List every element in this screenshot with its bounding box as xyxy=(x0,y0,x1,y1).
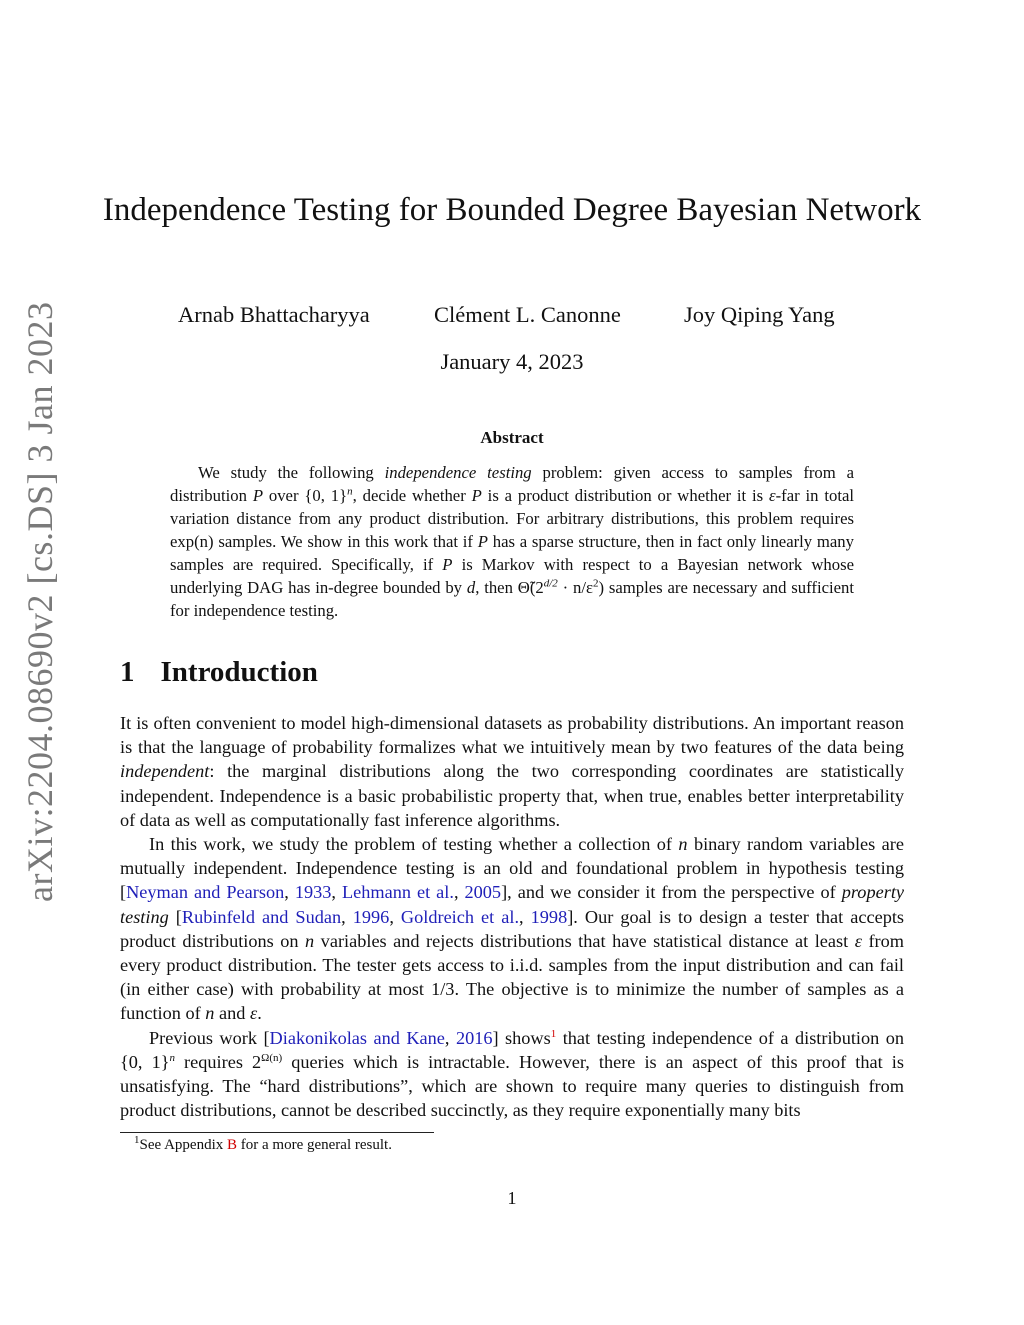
paper-date: January 4, 2023 xyxy=(440,349,584,374)
citation-year-link[interactable]: 2016 xyxy=(455,1027,493,1048)
citation-link[interactable]: Lehmann et al. xyxy=(341,882,454,903)
appendix-link[interactable]: B xyxy=(227,1137,238,1153)
paper-title: Independence Testing for Bounded Degree Bayesian Network xyxy=(102,192,922,228)
abstract-heading: Abstract xyxy=(480,428,544,447)
citation-link[interactable]: Rubinfeld and Sudan xyxy=(181,906,342,927)
citation-year-link[interactable]: 1996 xyxy=(352,906,390,927)
arxiv-identifier: arXiv:2204.08690v2 [cs.DS] 3 Jan 2023 xyxy=(20,301,60,902)
citation-link[interactable]: Diakonikolas and Kane xyxy=(269,1027,445,1048)
citation-year-link[interactable]: 1998 xyxy=(530,906,568,927)
abstract-body: We study the following independence testing problem: given access to samples from a distribution P over {0, 1}$^n$, decide whether P is a product distribution or whether it is ε-far in total variation distance from any product distribution. For arbitrary distributions, this problem requires exp(n) samples. We show in this work that if P has a sparse structure, then in fact only linearly many samples are required. Specifically, if P is Markov with respect to a Bayesian network whose underlying DAG has in-degree bounded by d, then $\Thetã(2^{d/2} \cdot n/\varepsilon^2)$ samples are necessary and sufficient for independence testing. xyxy=(170,463,855,620)
paragraph-1: It is often convenient to model high-dimensional datasets as probability distributions. An important reason is that the language of probability formalizes what we intuitively mean by two features of the data being independent: the marginal distributions along the two corresponding coordinates are statistically independent. Independence is a basic probabilistic property that, when true, enables better interpretability of data as well as computationally fast inference algorithms. xyxy=(120,713,904,830)
citation-year-link[interactable]: 2005 xyxy=(464,882,502,903)
author-1: Arnab Bhattacharyya xyxy=(178,302,370,327)
author-2: Clément L. Canonne xyxy=(434,302,621,327)
citation-link[interactable]: Neyman and Pearson xyxy=(126,882,285,903)
footnote: $^1$See Appendix B for a more general result. xyxy=(134,1134,392,1153)
section-heading xyxy=(120,656,318,689)
citation-year-link[interactable]: 1933 xyxy=(294,882,332,903)
footnote-divider xyxy=(120,1132,434,1133)
page-number: 1 xyxy=(507,1188,517,1208)
author-3: Joy Qiping Yang xyxy=(684,302,835,327)
paragraph-3: Previous work [Diakonikolas and Kane, 2016] shows$^1$ that testing independence of a distribution on {0, 1}$^n$ requires $2^{\Omega(n)}$ queries which is intractable. However, there is an aspect of this proof that is unsatisfying. The “hard distributions”, which are shown to require many queries to distinguish from product distributions, cannot be described succinctly, as they require exponentially many bits xyxy=(120,1027,905,1121)
section-number: 1 xyxy=(120,656,135,688)
section-title: Introduction xyxy=(160,656,318,688)
paragraph-2: In this work, we study the problem of testing whether a collection of n binary random variables are mutually independent. Independence testing is an old and foundational problem in hypothesis testing [Neyman and Pearson, 1933, Lehmann et al., 2005], and we consider it from the perspective of property testing [Rubinfeld and Sudan, 1996, Goldreich et al., 1998]. Our goal is to design a tester that accepts product distributions on n variables and rejects distributions that have statistical distance at least ε from every product distribution. The tester gets access to i.i.d. samples from the input distribution and can fail (in either case) with probability at most 1/3. The objective is to minimize the number of samples as a function of n and ε. xyxy=(120,834,905,1024)
footnote-marker-link[interactable]: 1 xyxy=(550,1027,557,1040)
citation-link[interactable]: Goldreich et al. xyxy=(400,906,520,927)
introduction-body xyxy=(120,711,904,1122)
